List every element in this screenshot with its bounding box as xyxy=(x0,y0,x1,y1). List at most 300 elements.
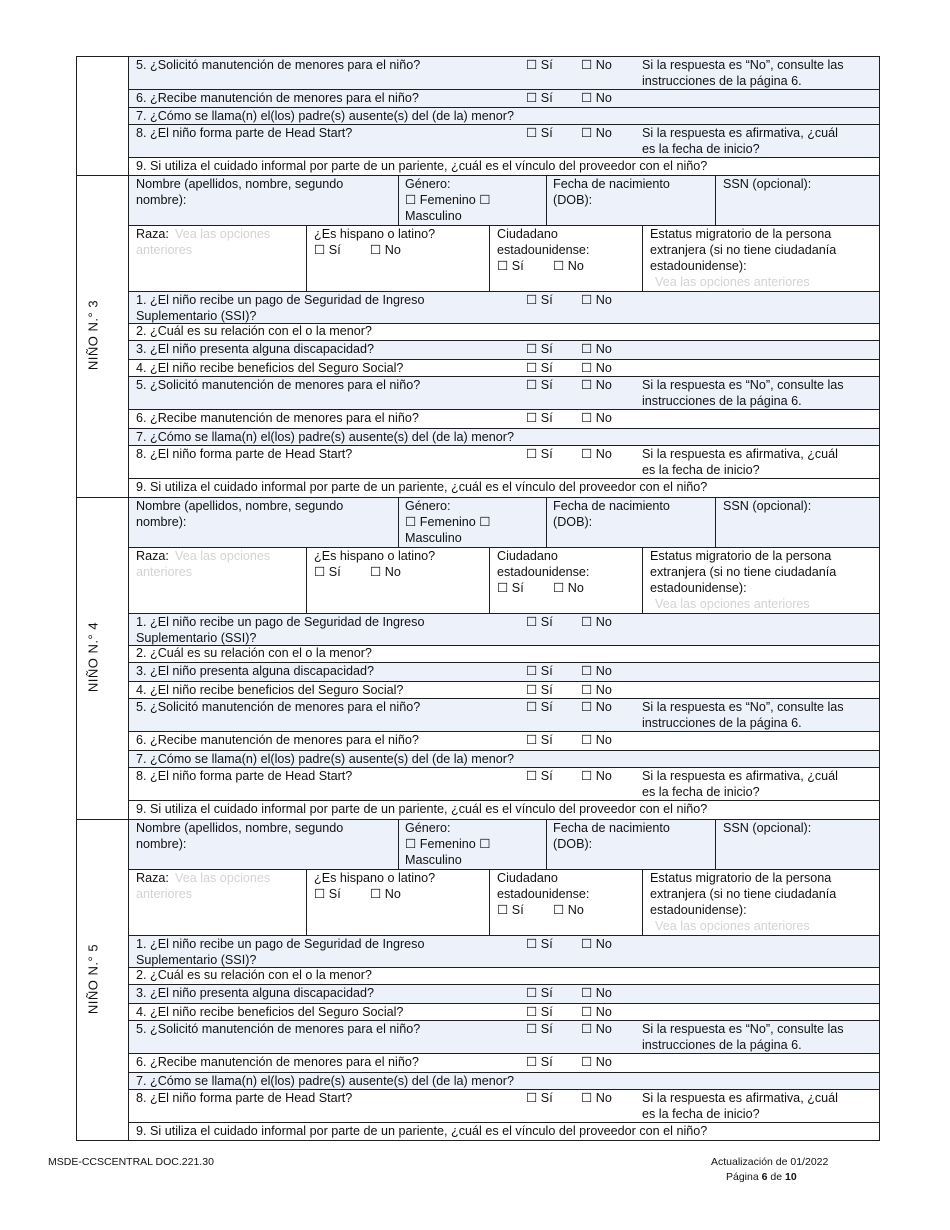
child-5-citizen-no-checkbox[interactable] xyxy=(553,902,584,919)
question-8: 8. ¿El niño forma parte de Head Start? xyxy=(136,769,353,783)
table-rule xyxy=(76,56,77,176)
top-q6-no-checkbox[interactable] xyxy=(581,90,612,107)
table-rule xyxy=(306,869,307,936)
checkbox-icon: ☐ xyxy=(581,664,593,678)
race-label: Raza: xyxy=(136,227,169,241)
table-rule xyxy=(642,547,643,614)
name-label: Nombre (apellidos, nombre, segundo xyxy=(136,177,344,191)
table-rule xyxy=(76,1140,880,1141)
child-5-q3-no-checkbox[interactable] xyxy=(581,985,612,1002)
checkbox-label: No xyxy=(595,1091,612,1105)
checkbox-label: No xyxy=(595,91,612,105)
question-6: 6. ¿Recibe manutención de menores para el niño? xyxy=(136,91,419,105)
table-rule xyxy=(642,225,643,292)
child-5-q4-yes-checkbox[interactable] xyxy=(526,1004,553,1021)
checkbox-label: Sí xyxy=(540,447,553,461)
child-4-q5-no-checkbox[interactable] xyxy=(581,699,612,716)
child-4-q4-no-checkbox[interactable] xyxy=(581,682,612,699)
table-rule xyxy=(76,497,77,819)
checkbox-label: Sí xyxy=(540,1005,553,1019)
child-5-hispanic-no-checkbox[interactable] xyxy=(370,886,401,903)
table-rule xyxy=(128,56,129,176)
child-4-gender-options[interactable]: Masculino xyxy=(405,531,462,545)
question-1: 1. ¿El niño recibe un pago de Seguridad de Ingreso xyxy=(136,615,425,629)
ssn-label: SSN (opcional): xyxy=(723,821,812,835)
checkbox-label: No xyxy=(595,700,612,714)
citizen-label: Ciudadano xyxy=(497,871,558,885)
child-3-q5-no-checkbox[interactable] xyxy=(581,377,612,394)
gender-label: Género: xyxy=(405,821,451,835)
child-4-q5-yes-checkbox[interactable] xyxy=(526,699,553,716)
dob-label: Fecha de nacimiento xyxy=(553,499,670,513)
question-8-note: es la fecha de inicio? xyxy=(642,1107,760,1121)
child-3-q6-no-checkbox[interactable] xyxy=(581,410,612,427)
child-3-q3-no-checkbox[interactable] xyxy=(581,341,612,358)
child-4-hispanic-yes-checkbox[interactable] xyxy=(314,564,341,581)
child-4-citizen-no-checkbox[interactable] xyxy=(553,580,584,597)
child-5-q1-no-checkbox[interactable] xyxy=(581,936,612,953)
hispanic-label: ¿Es hispano o latino? xyxy=(314,227,436,241)
dob-label: (DOB): xyxy=(553,515,593,529)
citizen-label: Ciudadano xyxy=(497,227,558,241)
checkbox-label: No xyxy=(567,259,584,273)
checkbox-icon: ☐ xyxy=(581,293,593,307)
child-5-q5-yes-checkbox[interactable] xyxy=(526,1021,553,1038)
checkbox-icon: ☐ xyxy=(526,1055,538,1069)
table-rule xyxy=(76,819,77,1141)
checkbox-icon: ☐ xyxy=(370,565,382,579)
checkbox-label: No xyxy=(595,1022,612,1036)
child-3-citizen-no-checkbox[interactable] xyxy=(553,258,584,275)
checkbox-icon: ☐ xyxy=(526,937,538,951)
child-3-gender-options[interactable]: Masculino xyxy=(405,209,462,223)
child-4-immigration-placeholder: Vea las opciones anteriores xyxy=(655,597,810,611)
page-indicator: Página 6 de 10 xyxy=(726,1171,797,1183)
checkbox-label: No xyxy=(595,615,612,629)
name-label: nombre): xyxy=(136,837,187,851)
dob-label: Fecha de nacimiento xyxy=(553,177,670,191)
checkbox-icon: ☐ xyxy=(581,58,593,72)
child-3-q5-yes-checkbox[interactable] xyxy=(526,377,553,394)
checkbox-label: No xyxy=(595,683,612,697)
checkbox-icon: ☐ xyxy=(526,342,538,356)
checkbox-icon: ☐ xyxy=(526,293,538,307)
question-7: 7. ¿Cómo se llama(n) el(los) padre(s) ausente(s) del (de la) menor? xyxy=(136,752,514,766)
child-5-q5-no-checkbox[interactable] xyxy=(581,1021,612,1038)
checkbox-icon: ☐ xyxy=(581,733,593,747)
checkbox-icon: ☐ xyxy=(526,683,538,697)
child-4-q1-yes-checkbox[interactable] xyxy=(526,614,553,631)
child-3-q3-yes-checkbox[interactable] xyxy=(526,341,553,358)
child-3-gender-options[interactable]: ☐ Femenino ☐ xyxy=(405,193,491,207)
name-label: Nombre (apellidos, nombre, segundo xyxy=(136,499,344,513)
name-label: Nombre (apellidos, nombre, segundo xyxy=(136,821,344,835)
citizen-label: Ciudadano xyxy=(497,549,558,563)
immigration-label: extranjera (si no tiene ciudadanía xyxy=(650,887,837,901)
question-5: 5. ¿Solicitó manutención de menores para el niño? xyxy=(136,378,421,392)
table-rule xyxy=(715,497,716,548)
checkbox-label: No xyxy=(595,664,612,678)
question-9: 9. Si utiliza el cuidado informal por parte de un pariente, ¿cuál es el vínculo del proveedor con el niño? xyxy=(136,159,708,173)
question-8: 8. ¿El niño forma parte de Head Start? xyxy=(136,126,353,140)
checkbox-label: No xyxy=(567,581,584,595)
checkbox-label: Sí xyxy=(540,769,553,783)
question-5-note: Si la respuesta es “No”, consulte las xyxy=(642,700,844,714)
checkbox-label: Sí xyxy=(540,378,553,392)
question-5: 5. ¿Solicitó manutención de menores para el niño? xyxy=(136,700,421,714)
question-9: 9. Si utiliza el cuidado informal por parte de un pariente, ¿cuál es el vínculo del proveedor con el niño? xyxy=(136,1124,708,1138)
hispanic-label: ¿Es hispano o latino? xyxy=(314,549,436,563)
checkbox-icon: ☐ xyxy=(581,1005,593,1019)
checkbox-label: Sí xyxy=(540,1022,553,1036)
child-5-q6-no-checkbox[interactable] xyxy=(581,1054,612,1071)
child-3-immigration-placeholder: Vea las opciones anteriores xyxy=(655,275,810,289)
checkbox-label: Sí xyxy=(540,361,553,375)
child-5-q4-no-checkbox[interactable] xyxy=(581,1004,612,1021)
checkbox-label: Sí xyxy=(540,91,553,105)
question-7: 7. ¿Cómo se llama(n) el(los) padre(s) ausente(s) del (de la) menor? xyxy=(136,109,514,123)
checkbox-icon: ☐ xyxy=(526,1005,538,1019)
checkbox-label: No xyxy=(595,58,612,72)
question-8-note: Si la respuesta es afirmativa, ¿cuál xyxy=(642,126,838,140)
table-rule xyxy=(715,819,716,870)
checkbox-icon: ☐ xyxy=(581,1091,593,1105)
checkbox-icon: ☐ xyxy=(581,986,593,1000)
checkbox-icon: ☐ xyxy=(581,1055,593,1069)
checkbox-icon: ☐ xyxy=(314,565,326,579)
top-q8-no-checkbox[interactable] xyxy=(581,125,612,142)
checkbox-label: No xyxy=(595,733,612,747)
child-3-citizen-yes-checkbox[interactable] xyxy=(497,258,524,275)
checkbox-icon: ☐ xyxy=(581,126,593,140)
checkbox-icon: ☐ xyxy=(526,664,538,678)
question-1: 1. ¿El niño recibe un pago de Seguridad de Ingreso xyxy=(136,937,425,951)
child-4-citizen-yes-checkbox[interactable] xyxy=(497,580,524,597)
child-3-section-label: NIÑO N.° 3 xyxy=(85,299,101,371)
question-5: 5. ¿Solicitó manutención de menores para el niño? xyxy=(136,58,421,72)
dob-label: (DOB): xyxy=(553,193,593,207)
checkbox-label: Sí xyxy=(540,700,553,714)
checkbox-icon: ☐ xyxy=(497,581,509,595)
question-6: 6. ¿Recibe manutención de menores para el niño? xyxy=(136,1055,419,1069)
table-rule xyxy=(398,497,399,548)
gender-label: Género: xyxy=(405,177,451,191)
checkbox-icon: ☐ xyxy=(581,378,593,392)
child-5-hispanic-yes-checkbox[interactable] xyxy=(314,886,341,903)
citizen-label: estadounidense: xyxy=(497,887,590,901)
question-1: Suplementario (SSI)? xyxy=(136,631,257,645)
child-4-hispanic-no-checkbox[interactable] xyxy=(370,564,401,581)
child-3-q1-no-checkbox[interactable] xyxy=(581,292,612,309)
question-9: 9. Si utiliza el cuidado informal por parte de un pariente, ¿cuál es el vínculo del proveedor con el niño? xyxy=(136,480,708,494)
question-2: 2. ¿Cuál es su relación con el o la menor? xyxy=(136,324,372,338)
checkbox-icon: ☐ xyxy=(526,1022,538,1036)
table-rule xyxy=(546,175,547,226)
document-code: MSDE-CCSCENTRAL DOC.221.30 xyxy=(48,1156,214,1168)
question-8-note: Si la respuesta es afirmativa, ¿cuál xyxy=(642,769,838,783)
child-3-q6-yes-checkbox[interactable] xyxy=(526,410,553,427)
checkbox-label: No xyxy=(595,378,612,392)
child-3-name-input[interactable] xyxy=(136,209,386,223)
immigration-label: Estatus migratorio de la persona xyxy=(650,227,832,241)
dob-label: Fecha de nacimiento xyxy=(553,821,670,835)
question-5-note: Si la respuesta es “No”, consulte las xyxy=(642,58,844,72)
checkbox-label: No xyxy=(595,126,612,140)
question-5-note: Si la respuesta es “No”, consulte las xyxy=(642,378,844,392)
checkbox-icon: ☐ xyxy=(581,361,593,375)
checkbox-label: Sí xyxy=(540,986,553,1000)
question-5-note: instrucciones de la página 6. xyxy=(642,394,802,408)
checkbox-icon: ☐ xyxy=(370,887,382,901)
child-4-q6-yes-checkbox[interactable] xyxy=(526,732,553,749)
checkbox-icon: ☐ xyxy=(526,447,538,461)
child-4-q8-no-checkbox[interactable] xyxy=(581,768,612,785)
table-rule xyxy=(489,547,490,614)
citizen-label: estadounidense: xyxy=(497,565,590,579)
checkbox-label: Sí xyxy=(540,615,553,629)
checkbox-label: Sí xyxy=(540,342,553,356)
checkbox-label: No xyxy=(384,565,401,579)
citizen-label: estadounidense: xyxy=(497,243,590,257)
immigration-label: extranjera (si no tiene ciudadanía xyxy=(650,243,837,257)
checkbox-icon: ☐ xyxy=(526,361,538,375)
checkbox-label: No xyxy=(384,243,401,257)
child-4-race-placeholder: anteriores xyxy=(136,565,193,579)
checkbox-icon: ☐ xyxy=(497,903,509,917)
table-rule xyxy=(642,869,643,936)
immigration-label: extranjera (si no tiene ciudadanía xyxy=(650,565,837,579)
question-2: 2. ¿Cuál es su relación con el o la menor? xyxy=(136,646,372,660)
checkbox-icon: ☐ xyxy=(526,986,538,1000)
checkbox-label: No xyxy=(567,903,584,917)
race-label: Raza: xyxy=(136,549,169,563)
checkbox-icon: ☐ xyxy=(526,700,538,714)
table-rule xyxy=(489,869,490,936)
question-8-note: es la fecha de inicio? xyxy=(642,463,760,477)
checkbox-icon: ☐ xyxy=(581,1022,593,1036)
checkbox-icon: ☐ xyxy=(526,615,538,629)
checkbox-label: No xyxy=(595,342,612,356)
checkbox-label: Sí xyxy=(511,259,524,273)
checkbox-label: No xyxy=(595,1055,612,1069)
checkbox-label: Sí xyxy=(511,903,524,917)
checkbox-icon: ☐ xyxy=(553,903,565,917)
table-rule xyxy=(128,497,129,819)
checkbox-icon: ☐ xyxy=(526,1091,538,1105)
question-2: 2. ¿Cuál es su relación con el o la menor? xyxy=(136,968,372,982)
checkbox-label: Sí xyxy=(328,243,341,257)
top-q5-yes-checkbox[interactable] xyxy=(526,57,553,74)
child-5-citizen-yes-checkbox[interactable] xyxy=(497,902,524,919)
immigration-label: Estatus migratorio de la persona xyxy=(650,549,832,563)
ssn-label: SSN (opcional): xyxy=(723,177,812,191)
child-4-q6-no-checkbox[interactable] xyxy=(581,732,612,749)
child-5-immigration-placeholder: Vea las opciones anteriores xyxy=(655,919,810,933)
checkbox-icon: ☐ xyxy=(581,769,593,783)
checkbox-label: Sí xyxy=(540,683,553,697)
child-5-race-placeholder: Vea las opciones xyxy=(175,871,271,885)
question-6: 6. ¿Recibe manutención de menores para el niño? xyxy=(136,733,419,747)
child-3-q4-no-checkbox[interactable] xyxy=(581,360,612,377)
race-label: Raza: xyxy=(136,871,169,885)
child-5-name-input[interactable] xyxy=(136,853,386,867)
child-3-q4-yes-checkbox[interactable] xyxy=(526,360,553,377)
checkbox-icon: ☐ xyxy=(526,769,538,783)
checkbox-icon: ☐ xyxy=(581,937,593,951)
table-rule xyxy=(128,819,129,1141)
ssn-label: SSN (opcional): xyxy=(723,499,812,513)
child-5-q8-yes-checkbox[interactable] xyxy=(526,1090,553,1107)
checkbox-icon: ☐ xyxy=(526,733,538,747)
table-rule xyxy=(546,497,547,548)
checkbox-icon: ☐ xyxy=(314,887,326,901)
question-8-note: es la fecha de inicio? xyxy=(642,785,760,799)
child-4-name-input[interactable] xyxy=(136,531,386,545)
checkbox-label: No xyxy=(595,361,612,375)
child-5-q6-yes-checkbox[interactable] xyxy=(526,1054,553,1071)
child-3-race-placeholder: anteriores xyxy=(136,243,193,257)
checkbox-label: Sí xyxy=(540,733,553,747)
child-5-gender-options[interactable]: ☐ Femenino ☐ xyxy=(405,837,491,851)
checkbox-icon: ☐ xyxy=(581,447,593,461)
table-rule xyxy=(76,175,77,497)
checkbox-icon: ☐ xyxy=(526,378,538,392)
question-4: 4. ¿El niño recibe beneficios del Seguro Social? xyxy=(136,361,404,375)
question-7: 7. ¿Cómo se llama(n) el(los) padre(s) ausente(s) del (de la) menor? xyxy=(136,1074,514,1088)
checkbox-icon: ☐ xyxy=(553,581,565,595)
checkbox-icon: ☐ xyxy=(581,683,593,697)
checkbox-icon: ☐ xyxy=(581,700,593,714)
name-label: nombre): xyxy=(136,193,187,207)
checkbox-icon: ☐ xyxy=(581,615,593,629)
checkbox-icon: ☐ xyxy=(497,259,509,273)
immigration-label: estadounidense): xyxy=(650,259,747,273)
child-5-q8-no-checkbox[interactable] xyxy=(581,1090,612,1107)
checkbox-icon: ☐ xyxy=(581,342,593,356)
child-4-section-label: NIÑO N.° 4 xyxy=(85,621,101,693)
child-4-q3-no-checkbox[interactable] xyxy=(581,663,612,680)
checkbox-icon: ☐ xyxy=(553,259,565,273)
question-4: 4. ¿El niño recibe beneficios del Seguro Social? xyxy=(136,1005,404,1019)
checkbox-label: Sí xyxy=(540,126,553,140)
question-8-note: Si la respuesta es afirmativa, ¿cuál xyxy=(642,1091,838,1105)
question-5-note: instrucciones de la página 6. xyxy=(642,716,802,730)
top-q8-yes-checkbox[interactable] xyxy=(526,125,553,142)
question-5: 5. ¿Solicitó manutención de menores para el niño? xyxy=(136,1022,421,1036)
checkbox-icon: ☐ xyxy=(526,126,538,140)
question-5-note: instrucciones de la página 6. xyxy=(642,1038,802,1052)
update-date: Actualización de 01/2022 xyxy=(711,1156,829,1168)
gender-label: Género: xyxy=(405,499,451,513)
table-rule xyxy=(879,819,880,1141)
question-8: 8. ¿El niño forma parte de Head Start? xyxy=(136,1091,353,1105)
child-5-q3-yes-checkbox[interactable] xyxy=(526,985,553,1002)
checkbox-label: No xyxy=(595,986,612,1000)
top-q5-no-checkbox[interactable] xyxy=(581,57,612,74)
immigration-label: estadounidense): xyxy=(650,903,747,917)
question-8: 8. ¿El niño forma parte de Head Start? xyxy=(136,447,353,461)
table-rule xyxy=(546,819,547,870)
checkbox-label: Sí xyxy=(540,1055,553,1069)
child-3-q8-yes-checkbox[interactable] xyxy=(526,446,553,463)
child-4-race-placeholder: Vea las opciones xyxy=(175,549,271,563)
child-4-gender-options[interactable]: ☐ Femenino ☐ xyxy=(405,515,491,529)
checkbox-label: No xyxy=(595,937,612,951)
question-5-note: Si la respuesta es “No”, consulte las xyxy=(642,1022,844,1036)
table-rule xyxy=(715,175,716,226)
child-3-hispanic-no-checkbox[interactable] xyxy=(370,242,401,259)
checkbox-label: Sí xyxy=(540,937,553,951)
checkbox-icon: ☐ xyxy=(581,91,593,105)
checkbox-label: No xyxy=(595,293,612,307)
child-5-q1-yes-checkbox[interactable] xyxy=(526,936,553,953)
question-4: 4. ¿El niño recibe beneficios del Seguro Social? xyxy=(136,683,404,697)
top-q6-yes-checkbox[interactable] xyxy=(526,90,553,107)
checkbox-label: Sí xyxy=(511,581,524,595)
question-8-note: es la fecha de inicio? xyxy=(642,142,760,156)
question-1: 1. ¿El niño recibe un pago de Seguridad de Ingreso xyxy=(136,293,425,307)
child-3-q1-yes-checkbox[interactable] xyxy=(526,292,553,309)
child-4-q8-yes-checkbox[interactable] xyxy=(526,768,553,785)
question-9: 9. Si utiliza el cuidado informal por parte de un pariente, ¿cuál es el vínculo del proveedor con el niño? xyxy=(136,802,708,816)
child-5-race-placeholder: anteriores xyxy=(136,887,193,901)
checkbox-icon: ☐ xyxy=(526,91,538,105)
checkbox-label: Sí xyxy=(540,1091,553,1105)
question-8-note: Si la respuesta es afirmativa, ¿cuál xyxy=(642,447,838,461)
checkbox-label: No xyxy=(595,1005,612,1019)
dob-label: (DOB): xyxy=(553,837,593,851)
checkbox-label: Sí xyxy=(328,565,341,579)
table-rule xyxy=(879,175,880,497)
child-3-q8-no-checkbox[interactable] xyxy=(581,446,612,463)
table-rule xyxy=(879,56,880,176)
child-4-q4-yes-checkbox[interactable] xyxy=(526,682,553,699)
name-label: nombre): xyxy=(136,515,187,529)
question-5-note: instrucciones de la página 6. xyxy=(642,74,802,88)
immigration-label: estadounidense): xyxy=(650,581,747,595)
checkbox-icon: ☐ xyxy=(526,411,538,425)
table-rule xyxy=(879,497,880,819)
checkbox-label: Sí xyxy=(328,887,341,901)
checkbox-label: No xyxy=(384,887,401,901)
question-1: Suplementario (SSI)? xyxy=(136,309,257,323)
checkbox-label: Sí xyxy=(540,58,553,72)
question-6: 6. ¿Recibe manutención de menores para el niño? xyxy=(136,411,419,425)
question-3: 3. ¿El niño presenta alguna discapacidad? xyxy=(136,664,375,678)
checkbox-label: Sí xyxy=(540,411,553,425)
hispanic-label: ¿Es hispano o latino? xyxy=(314,871,436,885)
checkbox-label: Sí xyxy=(540,664,553,678)
question-7: 7. ¿Cómo se llama(n) el(los) padre(s) ausente(s) del (de la) menor? xyxy=(136,430,514,444)
question-3: 3. ¿El niño presenta alguna discapacidad? xyxy=(136,342,375,356)
checkbox-label: No xyxy=(595,447,612,461)
child-3-race-placeholder: Vea las opciones xyxy=(175,227,271,241)
table-rule xyxy=(306,547,307,614)
child-3-hispanic-yes-checkbox[interactable] xyxy=(314,242,341,259)
table-rule xyxy=(306,225,307,292)
child-4-q1-no-checkbox[interactable] xyxy=(581,614,612,631)
child-4-q3-yes-checkbox[interactable] xyxy=(526,663,553,680)
checkbox-label: No xyxy=(595,411,612,425)
child-5-section-label: NIÑO N.° 5 xyxy=(85,943,101,1015)
table-rule xyxy=(128,175,129,497)
table-rule xyxy=(489,225,490,292)
child-5-gender-options[interactable]: Masculino xyxy=(405,853,462,867)
question-3: 3. ¿El niño presenta alguna discapacidad? xyxy=(136,986,375,1000)
checkbox-label: Sí xyxy=(540,293,553,307)
checkbox-label: No xyxy=(595,769,612,783)
checkbox-icon: ☐ xyxy=(314,243,326,257)
